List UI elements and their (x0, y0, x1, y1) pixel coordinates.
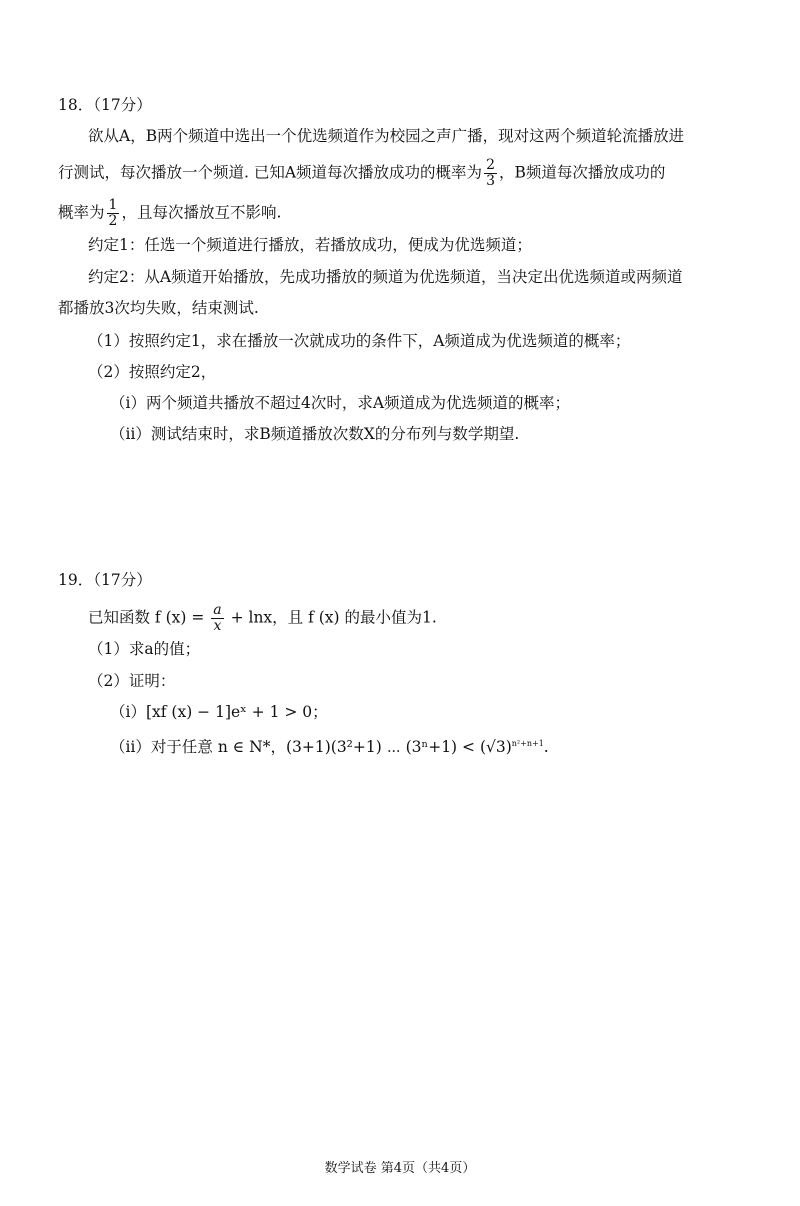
problem-18-question-2-ii: （ⅱ）测试结束时，求B频道播放次数X的分布列与数学期望. (110, 425, 520, 443)
text-segment: . (543, 738, 549, 756)
problem-18-paragraph-line-2 (58, 158, 665, 189)
problem-19-question-2-ii (110, 734, 549, 757)
problem-18-question-2: （2）按照约定2， (88, 363, 217, 381)
problem-19-stem (88, 603, 437, 634)
page-footer: 数学试卷 第4页（共4页） (324, 1161, 476, 1176)
text-segment: 行测试，每次播放一个频道. 已知A频道每次播放成功的概率为 (58, 163, 483, 182)
text-segment: 已知函数 f (x) = (88, 608, 210, 627)
problem-18-question-1: （1）按照约定1，求在播放一次就成功的条件下，A频道成为优选频道的概率； (88, 332, 631, 350)
fraction-one-half (107, 198, 120, 229)
exponent: n²+n+1 (511, 739, 544, 748)
problem-18-paragraph-line-1: 欲从A，B两个频道中选出一个优选频道作为校园之声广播，现对这两个频道轮流播放进 (88, 127, 685, 145)
text-segment: + lnx，且 f (x) 的最小值为1. (225, 608, 437, 627)
problem-19-question-2: （2）证明： (88, 672, 176, 690)
fraction-numerator: a (213, 602, 222, 618)
text-segment: ，B频道每次播放成功的 (498, 163, 666, 182)
problem-18-rule-2-line-2: 都播放3次均失败，结束测试. (58, 299, 259, 317)
problem-18-question-2-i: （ⅰ）两个频道共播放不超过4次时，求A频道成为优选频道的概率； (110, 394, 571, 412)
text-segment: （ⅱ）对于任意 n ∈ N*，(3+1)(3²+1) ⋯ (3ⁿ+1) < (√3) (110, 738, 512, 756)
fraction-a-over-x (211, 603, 223, 634)
problem-18-paragraph-line-3 (58, 198, 281, 229)
fraction-numerator: 2 (486, 157, 495, 173)
fraction-denominator: x (213, 618, 222, 634)
problem-19-header: 19．（17分） (58, 571, 152, 589)
text-segment: 概率为 (58, 203, 105, 222)
problem-19-question-1: （1）求a的值； (88, 640, 201, 658)
fraction-denominator: 2 (108, 213, 118, 229)
fraction-numerator: 1 (108, 197, 118, 213)
fraction-denominator: 3 (486, 173, 495, 189)
text-segment: ，且每次播放互不影响. (121, 203, 282, 222)
problem-18-rule-1: 约定1：任选一个频道进行播放，若播放成功，便成为优选频道； (88, 236, 532, 254)
fraction-two-thirds (484, 158, 497, 189)
problem-18-rule-2-line-1: 约定2：从A频道开始播放，先成功播放的频道为优选频道，当决定出优选频道或两频道 (88, 268, 683, 286)
problem-19-question-2-i: （ⅰ）[xf (x) − 1]eˣ + 1 > 0； (110, 703, 328, 721)
problem-18-header: 18．（17分） (58, 96, 152, 114)
